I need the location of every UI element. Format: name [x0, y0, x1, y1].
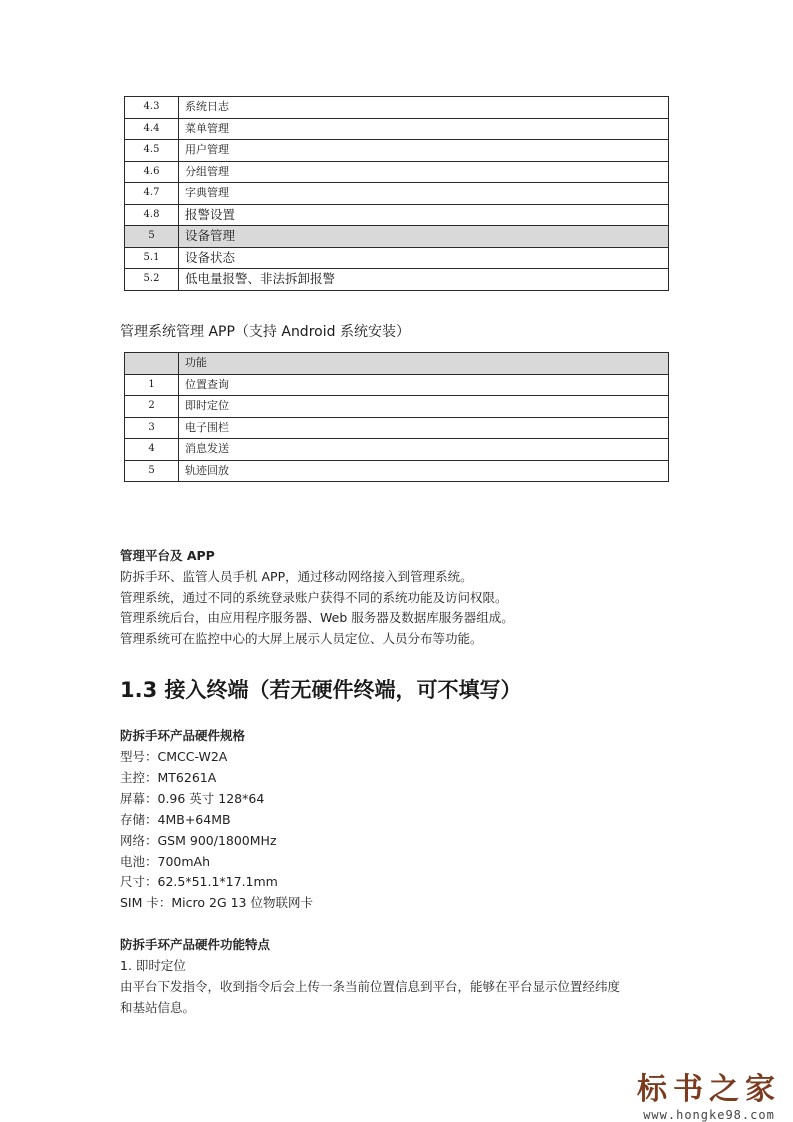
platform-line: 管理系统后台，由应用程序服务器、Web 服务器及数据库服务器组成。 — [120, 610, 514, 625]
spec-line: SIM 卡：Micro 2G 13 位物联网卡 — [120, 895, 313, 910]
watermark-title: 标书之家 — [637, 1072, 781, 1107]
table-row — [125, 247, 669, 269]
row-number: 4.8 — [125, 204, 179, 226]
spec-line: 存储：4MB+64MB — [120, 812, 231, 827]
row-text: 消息发送 — [179, 439, 669, 461]
watermark-url: www.hongke98.com — [643, 1108, 775, 1122]
row-number: 5 — [125, 226, 179, 248]
row-number: 4.7 — [125, 183, 179, 205]
table-row — [125, 118, 669, 140]
row-number: 5.2 — [125, 269, 179, 291]
table-header-row — [125, 353, 669, 375]
table-row — [125, 97, 669, 119]
table-row — [125, 269, 669, 291]
row-text: 用户管理 — [179, 140, 669, 162]
feature-description: 由平台下发指令，收到指令后会上传一条当前位置信息到平台，能够在平台显示位置经纬度 — [120, 979, 621, 994]
row-number: 4.6 — [125, 161, 179, 183]
row-number: 1 — [125, 374, 179, 396]
platform-title: 管理平台及 APP — [120, 548, 215, 563]
app-section-title: 管理系统管理 APP（支持 Android 系统安装） — [120, 324, 410, 340]
spec-line: 屏幕：0.96 英寸 128*64 — [120, 791, 265, 806]
table-row — [125, 396, 669, 418]
specs-title: 防拆手环产品硬件规格 — [120, 728, 246, 743]
spec-line: 主控：MT6261A — [120, 770, 217, 785]
row-text: 分组管理 — [179, 161, 669, 183]
platform-line: 管理系统，通过不同的系统登录账户获得不同的系统功能及访问权限。 — [120, 590, 508, 605]
platform-line: 管理系统可在监控中心的大屏上展示人员定位、人员分布等功能。 — [120, 631, 483, 646]
row-number: 5.1 — [125, 247, 179, 269]
table-row — [125, 439, 669, 461]
spec-line: 网络：GSM 900/1800MHz — [120, 833, 277, 848]
table-row — [125, 161, 669, 183]
row-text: 设备管理 — [179, 226, 669, 248]
row-text: 设备状态 — [179, 247, 669, 269]
section-heading: 1.3 接入终端（若无硬件终端，可不填写） — [120, 678, 522, 702]
feature-item: 1. 即时定位 — [120, 958, 186, 973]
feature-description: 和基站信息。 — [120, 1000, 196, 1015]
watermark — [637, 1064, 781, 1122]
row-number: 4.5 — [125, 140, 179, 162]
row-number: 5 — [125, 460, 179, 482]
table-row — [125, 460, 669, 482]
module-table — [124, 96, 669, 291]
table-row — [125, 417, 669, 439]
header-number — [125, 353, 179, 375]
row-number: 2 — [125, 396, 179, 418]
row-text: 位置查询 — [179, 374, 669, 396]
table-row — [125, 140, 669, 162]
features-title: 防拆手环产品硬件功能特点 — [120, 937, 271, 952]
row-text: 系统日志 — [179, 97, 669, 119]
spec-line: 电池：700mAh — [120, 854, 211, 869]
row-text: 字典管理 — [179, 183, 669, 205]
spec-line: 型号：CMCC-W2A — [120, 749, 228, 764]
table-row — [125, 204, 669, 226]
row-number: 4 — [125, 439, 179, 461]
header-text: 功能 — [179, 353, 669, 375]
row-text: 即时定位 — [179, 396, 669, 418]
row-number: 3 — [125, 417, 179, 439]
table-row — [125, 374, 669, 396]
table-row — [125, 183, 669, 205]
row-text: 电子围栏 — [179, 417, 669, 439]
table-row-highlighted — [125, 226, 669, 248]
app-feature-table — [124, 352, 669, 482]
row-number: 4.3 — [125, 97, 179, 119]
row-text: 低电量报警、非法拆卸报警 — [179, 269, 669, 291]
row-text: 菜单管理 — [179, 118, 669, 140]
row-number: 4.4 — [125, 118, 179, 140]
spec-line: 尺寸：62.5*51.1*17.1mm — [120, 874, 278, 889]
row-text: 轨迹回放 — [179, 460, 669, 482]
platform-line: 防拆手环、监管人员手机 APP，通过移动网络接入到管理系统。 — [120, 569, 473, 584]
row-text: 报警设置 — [179, 204, 669, 226]
